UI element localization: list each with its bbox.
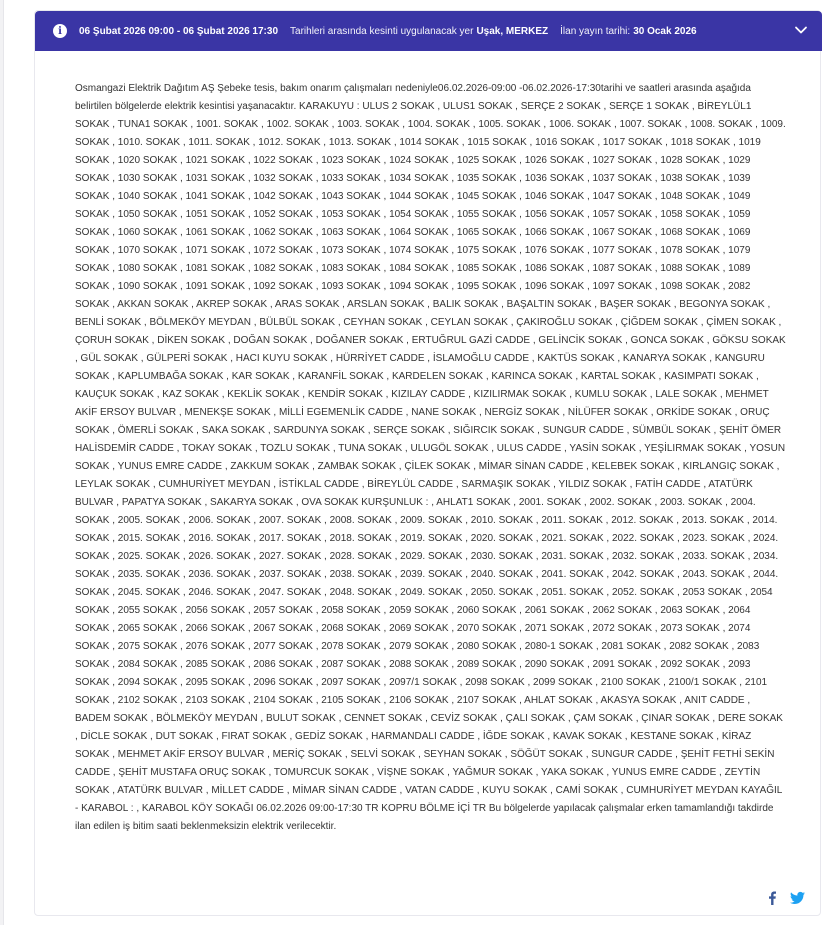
publish-date-label: İlan yayın tarihi: <box>560 25 631 37</box>
chevron-down-icon[interactable] <box>794 23 808 37</box>
facebook-icon[interactable] <box>767 891 777 905</box>
outage-location: Uşak, MERKEZ <box>476 25 549 37</box>
publish-date: 30 Ocak 2026 <box>633 25 697 37</box>
outage-location-label: Tarihleri arasında kesinti uygulanacak yer <box>290 25 474 37</box>
info-icon: i <box>53 24 67 38</box>
outage-date-range: 06 Şubat 2026 09:00 - 06 Şubat 2026 17:30 <box>79 25 279 37</box>
notice-header[interactable] <box>35 11 822 51</box>
notice-body: Osmangazi Elektrik Dağıtım AŞ Şebeke tesis, bakım onarım çalışmaları nedeniyle06.02.2026-09:00 -06.02.2026-17:30tarihi ve saatleri arasında aşağıda belirtilen bölgelerde elektrik kesintisi yaşanacaktır. KARAKUYU : ULUS 2 SOKAK , ULUS1 SOKAK , SERÇE 2 SOKAK , SERÇE 1 SOKAK , BİREYLÜL1 SOKAK , TUNA1 SOKAK , 1001. SOKAK , 1002. SOKAK , 1003. SOKAK , 1004. SOKAK , 1005. SOKAK , 1006. SOKAK , 1007. SOKAK , 1008. SOKAK , 1009. SOKAK , 1010. SOKAK , 1011. SOKAK , 1012. SOKAK , 1013. SOKAK , 1014 SOKAK , 1015 SOKAK , 1016 SOKAK , 1017 SOKAK , 1018 SOKAK , 1019 SOKAK , 1020 SOKAK , 1021 SOKAK , 1022 SOKAK , 1023 SOKAK , 1024 SOKAK , 1025 SOKAK , 1026 SOKAK , 1027 SOKAK , 1028 SOKAK , 1029 SOKAK , 1030 SOKAK , 1031 SOKAK , 1032 SOKAK , 1033 SOKAK , 1034 SOKAK , 1035 SOKAK , 1036 SOKAK , 1037 SOKAK , 1038 SOKAK , 1039 SOKAK , 1040 SOKAK , 1041 SOKAK , 1042 SOKAK , 1043 SOKAK , 1044 SOKAK , 1045 SOKAK , 1046 SOKAK , 1047 SOKAK , 1048 SOKAK , 1049 SOKAK , 1050 SOKAK , 1051 SOKAK , 1052 SOKAK , 1053 SOKAK , 1054 SOKAK , 1055 SOKAK , 1056 SOKAK , 1057 SOKAK , 1058 SOKAK , 1059 SOKAK , 1060 SOKAK , 1061 SOKAK , 1062 SOKAK , 1063 SOKAK , 1064 SOKAK , 1065 SOKAK , 1066 SOKAK , 1067 SOKAK , 1068 SOKAK , 1069 SOKAK , 1070 SOKAK , 1071 SOKAK , 1072 SOKAK , 1073 SOKAK , 1074 SOKAK , 1075 SOKAK , 1076 SOKAK , 1077 SOKAK , 1078 SOKAK , 1079 SOKAK , 1080 SOKAK , 1081 SOKAK , 1082 SOKAK , 1083 SOKAK , 1084 SOKAK , 1085 SOKAK , 1086 SOKAK , 1087 SOKAK , 1088 SOKAK , 1089 SOKAK , 1090 SOKAK , 1091 SOKAK , 1092 SOKAK , 1093 SOKAK , 1094 SOKAK , 1095 SOKAK , 1096 SOKAK , 1097 SOKAK , 1098 SOKAK , 2082 SOKAK , AKKAN SOKAK , AKREP SOKAK , ARAS SOKAK , ARSLAN SOKAK , BALIK SOKAK , BAŞALTIN SOKAK , BAŞER SOKAK , BEGONYA SOKAK , BENLİ SOKAK , BÖLMEKÖY MEYDAN , BÜLBÜL SOKAK , CEYHAN SOKAK , CEYLAN SOKAK , ÇAKIROĞLU SOKAK , ÇİĞDEM SOKAK , ÇİMEN SOKAK , ÇORUH SOKAK , DİKEN SOKAK , DOĞAN SOKAK , DOĞANER SOKAK , ERTUĞRUL GAZİ CADDE , GELİNCİK SOKAK , GONCA SOKAK , GÖKSU SOKAK , GÜL SOKAK , GÜLPERİ SOKAK , HACI KUYU SOKAK , HÜRRİYET CADDE , İSLAMOĞLU CADDE , KAKTÜS SOKAK , KANARYA SOKAK , KANGURU SOKAK , KAPLUMBAĞA SOKAK , KAR SOKAK , KARANFİL SOKAK , KARDELEN SOKAK , KARINCA SOKAK , KARTAL SOKAK , KASIMPATI SOKAK , KAUÇUK SOKAK , KAZ SOKAK , KEKLİK SOKAK , KENDİR SOKAK , KIZILAY CADDE , KIZILIRMAK SOKAK , KUMLU SOKAK , LALE SOKAK , MEHMET AKİF ERSOY BULVAR , MENEKŞE SOKAK , MİLLİ EGEMENLİK CADDE , NANE SOKAK , NERGİZ SOKAK , NİLÜFER SOKAK , ORKİDE SOKAK , ORUÇ SOKAK , ÖMERLİ SOKAK , SAKA SOKAK , SARDUNYA SOKAK , SERÇE SOKAK , SIĞIRCIK SOKAK , SUNGUR CADDE , SÜMBÜL SOKAK , ŞEHİT ÖMER HALİSDEMİR CADDE , TOKAY SOKAK , TOZLU SOKAK , TUNA SOKAK , ULUGÖL SOKAK , ULUS CADDE , YASİN SOKAK , YEŞİLIRMAK SOKAK , YOSUN SOKAK , YUNUS EMRE CADDE , ZAKKUM SOKAK , ZAMBAK SOKAK , ÇİLEK SOKAK , MİMAR SİNAN CADDE , KELEBEK SOKAK , KIRLANGIÇ SOKAK , LEYLAK SOKAK , CUMHURİYET MEYDAN , İSTİKLAL CADDE , BİREYLÜL CADDE , SARMAŞIK SOKAK , YILDIZ SOKAK , FATİH CADDE , ATATÜRK BULVAR , PAPATYA SOKAK , SAKARYA SOKAK , OVA SOKAK KURŞUNLUK : , AHLAT1 SOKAK , 2001. SOKAK , 2002. SOKAK , 2003. SOKAK , 2004. SOKAK , 2005. SOKAK , 2006. SOKAK , 2007. SOKAK , 2008. SOKAK , 2009. SOKAK , 2010. SOKAK , 2011. SOKAK , 2012. SOKAK , 2013. SOKAK , 2014. SOKAK , 2015. SOKAK , 2016. SOKAK , 2017. SOKAK , 2018. SOKAK , 2019. SOKAK , 2020. SOKAK , 2021. SOKAK , 2022. SOKAK , 2023. SOKAK , 2024. SOKAK , 2025. SOKAK , 2026. SOKAK , 2027. SOKAK , 2028. SOKAK , 2029. SOKAK , 2030. SOKAK , 2031. SOKAK , 2032. SOKAK , 2033. SOKAK , 2034. SOKAK , 2035. SOKAK , 2036. SOKAK , 2037. SOKAK , 2038. SOKAK , 2039. SOKAK , 2040. SOKAK , 2041. SOKAK , 2042. SOKAK , 2043. SOKAK , 2044. SOKAK , 2045. SOKAK , 2046. SOKAK , 2047. SOKAK , 2048. SOKAK , 2049. SOKAK , 2050. SOKAK , 2051. SOKAK , 2052. SOKAK , 2053 SOKAK , 2054 SOKAK , 2055 SOKAK , 2056 SOKAK , 2057 SOKAK , 2058 SOKAK , 2059 SOKAK , 2060 SOKAK , 2061 SOKAK , 2062 SOKAK , 2063 SOKAK , 2064 SOKAK , 2065 SOKAK , 2066 SOKAK , 2067 SOKAK , 2068 SOKAK , 2069 SOKAK , 2070 SOKAK , 2071 SOKAK , 2072 SOKAK , 2073 SOKAK , 2074 SOKAK , 2075 SOKAK , 2076 SOKAK , 2077 SOKAK , 2078 SOKAK , 2079 SOKAK , 2080 SOKAK , 2080-1 SOKAK , 2081 SOKAK , 2082 SOKAK , 2083 SOKAK , 2084 SOKAK , 2085 SOKAK , 2086 SOKAK , 2087 SOKAK , 2088 SOKAK , 2089 SOKAK , 2090 SOKAK , 2091 SOKAK , 2092 SOKAK , 2093 SOKAK , 2094 SOKAK , 2095 SOKAK , 2096 SOKAK , 2097 SOKAK , 2097/1 SOKAK , 2098 SOKAK , 2099 SOKAK , 2100 SOKAK , 2100/1 SOKAK , 2101 SOKAK , 2102 SOKAK , 2103 SOKAK , 2104 SOKAK , 2105 SOKAK , 2106 SOKAK , 2107 SOKAK , AHLAT SOKAK , AKASYA SOKAK , ANIT CADDE , BADEM SOKAK , BÖLMEKÖY MEYDAN , BULUT SOKAK , CENNET SOKAK , CEVİZ SOKAK , ÇALI SOKAK , ÇAM SOKAK , ÇINAR SOKAK , DERE SOKAK , DİCLE SOKAK , DUT SOKAK , FIRAT SOKAK , GEDİZ SOKAK , HARMANDALI CADDE , İĞDE SOKAK , KAVAK SOKAK , KESTANE SOKAK , KİRAZ SOKAK , MEHMET AKİF ERSOY BULVAR , MERİÇ SOKAK , SELVİ SOKAK , SEYHAN SOKAK , SÖĞÜT SOKAK , SUNGUR CADDE , ŞEHİT FETHİ SEKİN CADDE , ŞEHİT MUSTAFA ORUÇ SOKAK , TOMURCUK SOKAK , VİŞNE SOKAK , YAĞMUR SOKAK , YAKA SOKAK , YUNUS EMRE CADDE , ZEYTİN SOKAK , ATATÜRK BULVAR , MİLLET CADDE , MİMAR SİNAN CADDE , VATAN CADDE , KUYU SOKAK , CAMİ SOKAK , CUMHURİYET MEYDAN KAYAĞIL - KARABOL : , KARABOL KÖY SOKAĞI 06.02.2026 09:00-17:30 TR KOPRU BÖLME İÇİ TR Bu bölgelerde yapılacak çalışmalar erken tamamlandığı takdirde ilan edilen iş bitim saati beklenmeksizin elektrik verilecektir. <box>75 83 786 832</box>
outage-notice-card <box>34 10 821 916</box>
page-left-edge <box>0 0 4 925</box>
twitter-icon[interactable] <box>790 891 805 905</box>
